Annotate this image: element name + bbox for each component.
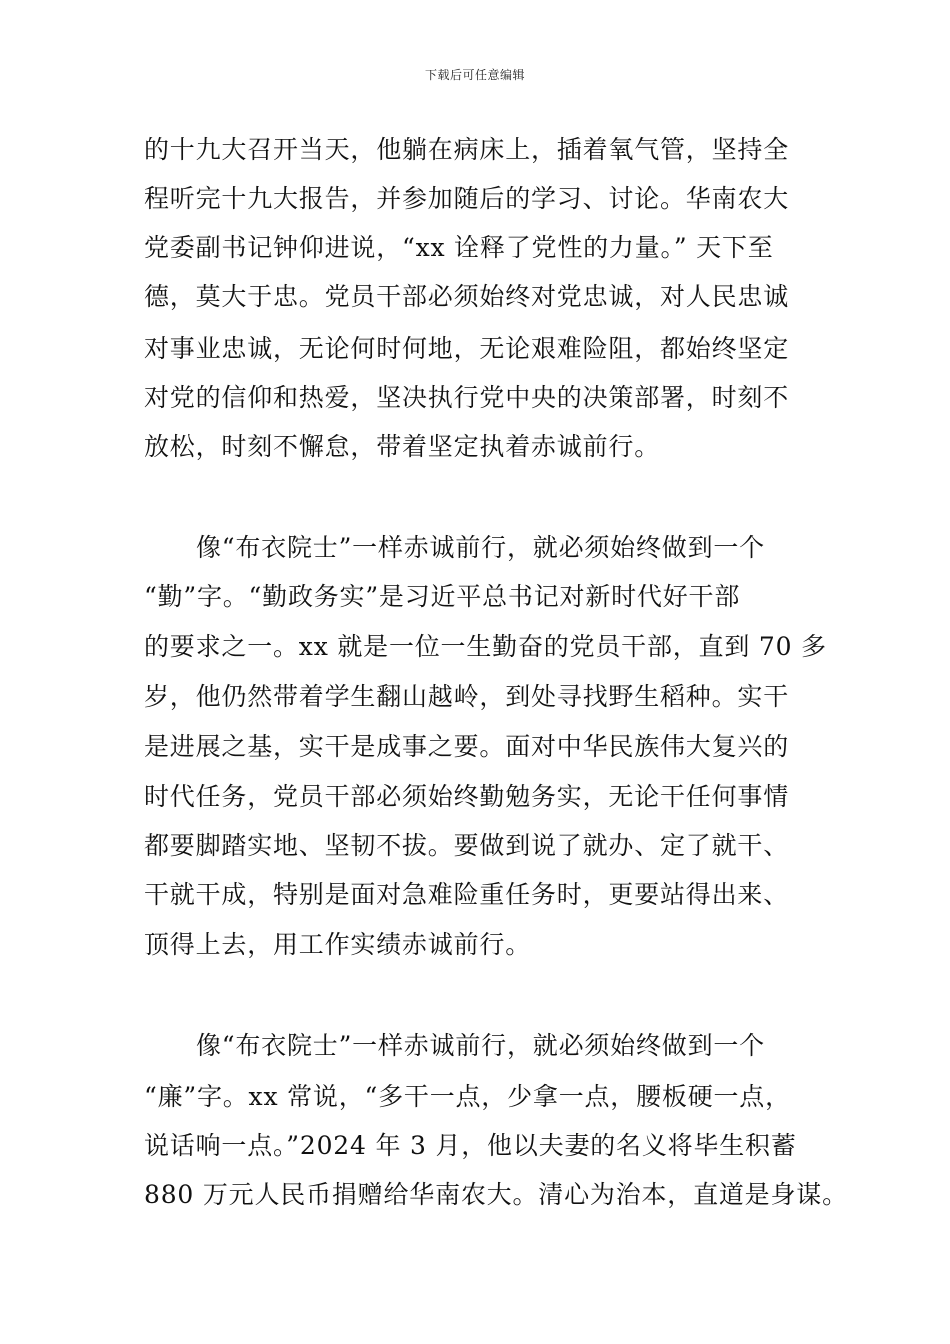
text-line: 的要求之一。xx 就是一位一生勤奋的党员干部，直到 70 多: [144, 632, 827, 661]
text-line: 像“布衣院士”一样赤诚前行，就必须始终做到一个: [196, 1031, 765, 1060]
text-line: 都要脚踏实地、坚韧不拔。要做到说了就办、定了就干、: [144, 831, 790, 860]
text-line: 880 万元人民币捐赠给华南农大。清心为治本，直道是身谋。: [144, 1180, 848, 1209]
text-line: 程听完十九大报告，并参加随后的学习、讨论。华南农大: [144, 184, 790, 213]
text-line: 时代任务，党员干部必须始终勤勉务实，无论干任何事情: [144, 782, 790, 811]
text-line: 对党的信仰和热爱，坚决执行党中央的决策部署，时刻不: [144, 383, 790, 412]
text-line: 岁，他仍然带着学生翻山越岭，到处寻找野生稻种。实干: [144, 682, 790, 711]
text-line: 放松，时刻不懈怠，带着坚定执着赤诚前行。: [144, 432, 661, 461]
page-header: 下载后可任意编辑: [424, 68, 525, 82]
text-line: “勤”字。“勤政务实”是习近平总书记对新时代好干部: [144, 582, 741, 611]
text-line: 党委副书记钟仰进说，“xx 诠释了党性的力量。” 天下至: [144, 233, 774, 262]
text-line: 德，莫大于忠。党员干部必须始终对党忠诚，对人民忠诚: [144, 282, 790, 311]
text-line: 对事业忠诚，无论何时何地，无论艰难险阻，都始终坚定: [144, 334, 790, 363]
text-line: “廉”字。xx 常说，“多干一点，少拿一点，腰板硬一点，: [144, 1082, 791, 1111]
text-line: 的十九大召开当天，他躺在病床上，插着氧气管，坚持全: [144, 135, 790, 164]
text-line: 顶得上去，用工作实绩赤诚前行。: [144, 930, 532, 959]
text-line: 干就干成，特别是面对急难险重任务时，更要站得出来、: [144, 880, 790, 909]
text-line: 是进展之基，实干是成事之要。面对中华民族伟大复兴的: [144, 732, 790, 761]
text-line: 说话响一点。”2024 年 3 月，他以夫妻的名义将毕生积蓄: [144, 1131, 797, 1160]
text-line: 像“布衣院士”一样赤诚前行，就必须始终做到一个: [196, 533, 765, 562]
